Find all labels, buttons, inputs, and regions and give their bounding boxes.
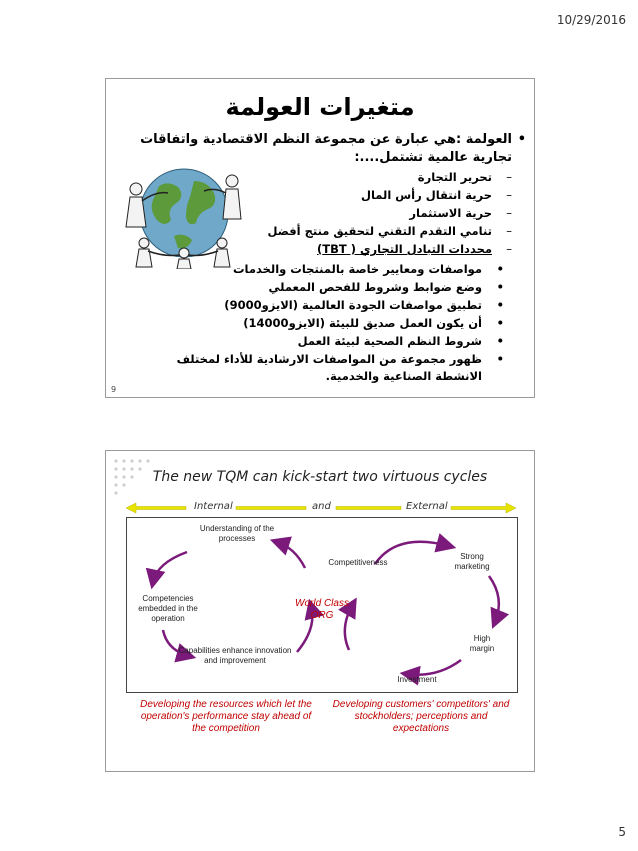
- list-item: • تطبيق مواصفات الجودة العالمية (الايزو9000): [224, 298, 504, 312]
- list-item: – حرية الاستثمار: [409, 206, 512, 220]
- investment-node: Investment: [397, 675, 437, 684]
- list-item: – تنامي التقدم التقني لتحقيق منتج أفضل: [267, 224, 512, 238]
- list-item: • وضع ضوابط وشروط للفحص المعملي: [268, 280, 504, 294]
- bullet-dot-icon: •: [517, 132, 526, 147]
- footer-left-caption: Developing the resources which let the operation's performance stay ahead of the competition: [140, 699, 312, 734]
- list-item: – محددات التبادل التجاري ( TBT): [316, 242, 512, 256]
- page-number: 5: [618, 825, 626, 839]
- dash-list: [126, 169, 526, 259]
- competitiveness-node: Competitiveness: [328, 558, 388, 567]
- slide-number: 9: [111, 385, 117, 394]
- slide1-content: [126, 131, 526, 386]
- internal-label: Internal: [194, 501, 233, 512]
- slide2-title: The new TQM can kick-start two virtuous cycles: [152, 469, 488, 485]
- list-item: • مواصفات ومعايير خاصة بالمنتجات والخدمات: [232, 262, 504, 276]
- internal-external-header: [106, 501, 534, 515]
- competencies-node: Competencies embedded in the operation: [138, 594, 198, 623]
- bullet-dot-icon: •: [496, 352, 504, 366]
- bullet-dot-icon: •: [496, 280, 504, 294]
- list-item: • شروط النظم الصحية لبيئة العمل: [297, 334, 504, 348]
- world-class-org-label: World Class ORG: [295, 598, 349, 621]
- dash-icon: –: [506, 206, 512, 220]
- external-label: External: [406, 501, 448, 512]
- list-item: • أن يكون العمل صديق للبيئة (الايزو14000): [243, 316, 504, 330]
- footer-right-caption: Developing customers' competitors' and stockholders; perceptions and expectations: [332, 699, 510, 734]
- bullet-dot-icon: •: [496, 262, 504, 276]
- bullet-dot-icon: •: [496, 334, 504, 348]
- dash-icon: –: [506, 242, 512, 256]
- slide1-title: متغيرات العولمة: [225, 93, 415, 121]
- bullet-dot-icon: •: [496, 316, 504, 330]
- list-item: – حرية انتقال رأس المال: [361, 188, 512, 202]
- bullet-dot-icon: •: [496, 298, 504, 312]
- print-date: 10/29/2016: [556, 13, 626, 27]
- list-item: • ظهور مجموعة من المواصفات الارشادية للأداء لمختلف الانشطة الصناعية والخدمية.: [176, 352, 504, 383]
- dash-icon: –: [506, 170, 512, 184]
- and-label: and: [312, 501, 331, 512]
- capabilities-node: Capabilities enhance innovation and improvement: [178, 646, 292, 665]
- margin-node: High margin: [469, 634, 495, 653]
- dot-list: [126, 261, 526, 385]
- slide-tqm-cycles: [105, 450, 535, 772]
- definition-text: العولمة :هي عبارة عن مجموعة النظم الاقتصادية واتفاقات تجارية عالمية تشتمل....:: [140, 132, 512, 165]
- slide-globalization: [105, 78, 535, 398]
- marketing-node: Strong marketing: [454, 552, 490, 571]
- list-item: – تحرير التجارة: [417, 170, 512, 184]
- understanding-node: Understanding of the processes: [199, 524, 275, 543]
- definition-bullet: [126, 131, 526, 167]
- dash-icon: –: [506, 188, 512, 202]
- cycles-diagram: [126, 517, 518, 693]
- dash-icon: –: [506, 224, 512, 238]
